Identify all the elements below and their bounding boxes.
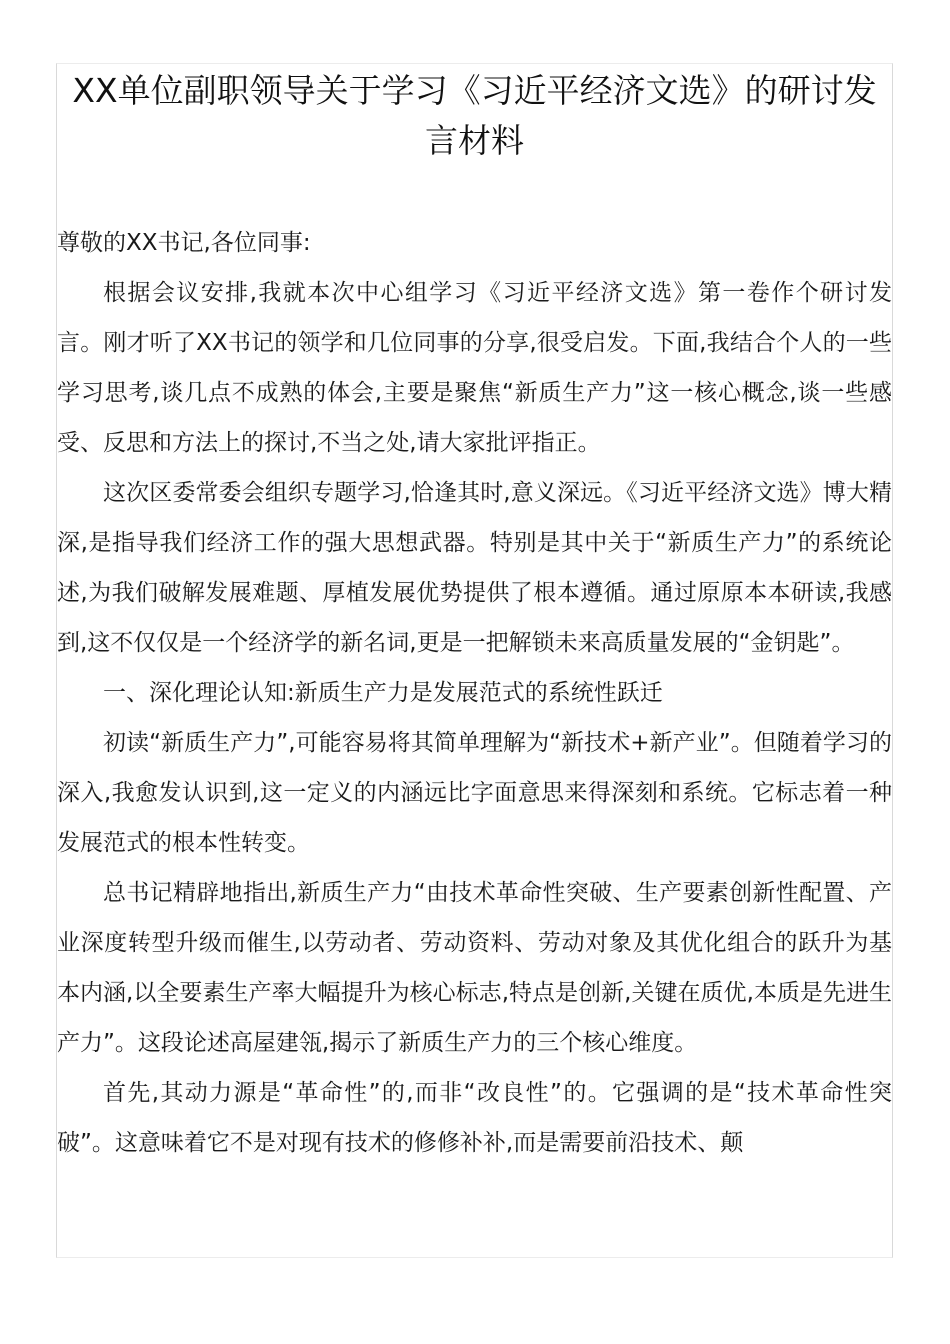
paragraph: 这次区委常委会组织专题学习,恰逢其时,意义深远。《习近平经济文选》博大精深,是指导我们经济工作的强大思想武器。特别是其中关于“新质生产力”的系统论述,为我们破解发展难题、厚植发展优势提供了根本遵循。通过原原本本研读,我感到,这不仅仅是一个经济学的新名词,更是一把解锁未来高质量发展的“金钥匙”。 xyxy=(57,480,892,656)
paragraph: 总书记精辟地指出,新质生产力“由技术革命性突破、生产要素创新性配置、产业深度转型升级而催生,以劳动者、劳动资料、劳动对象及其优化组合的跃升为基本内涵,以全要素生产率大幅提升为核心标志,特点是创新,关键在质优,本质是先进生产力”。这段论述高屋建瓴,揭示了新质生产力的三个核心维度。 xyxy=(57,880,892,1056)
document-title: XX单位副职领导关于学习《习近平经济文选》的研讨发言材料 xyxy=(72,71,877,160)
paragraph: 根据会议安排,我就本次中心组学习《习近平经济文选》第一卷作个研讨发言。刚才听了XX书记的领学和几位同事的分享,很受启发。下面,我结合个人的一些学习思考,谈几点不成熟的体会,主要是聚焦“新质生产力”这一核心概念,谈一些感受、反思和方法上的探讨,不当之处,请大家批评指正。 xyxy=(57,280,892,456)
section-heading: 一、深化理论认知:新质生产力是发展范式的系统性跃迁 xyxy=(103,680,663,706)
paragraph: 首先,其动力源是“革命性”的,而非“改良性”的。它强调的是“技术革命性突破”。这意味着它不是对现有技术的修修补补,而是需要前沿技术、颠 xyxy=(57,1080,892,1156)
paragraph: 初读“新质生产力”,可能容易将其简单理解为“新技术+新产业”。但随着学习的深入,我愈发认识到,这一定义的内涵远比字面意思来得深刻和系统。它标志着一种发展范式的根本性转变。 xyxy=(57,730,892,856)
document-body xyxy=(57,66,892,1168)
salutation: 尊敬的XX书记,各位同事: xyxy=(57,230,311,256)
